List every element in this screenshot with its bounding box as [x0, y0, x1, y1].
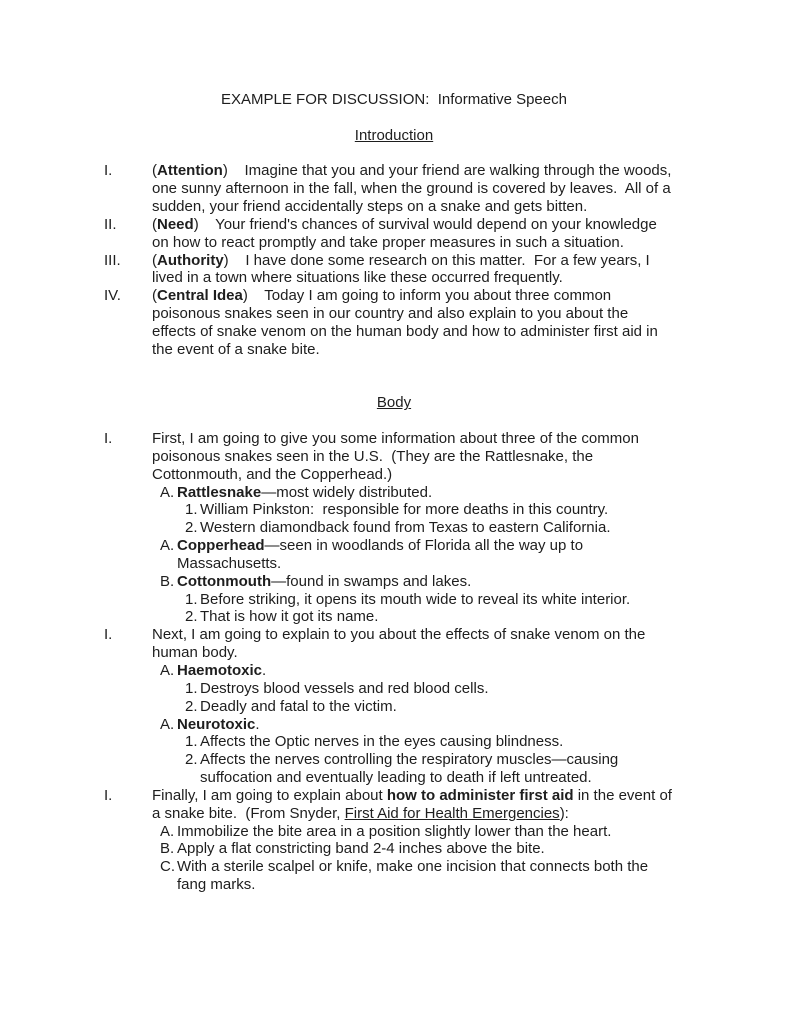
outline-item-text: [177, 662, 266, 679]
outline-item-marker: 2.: [185, 519, 198, 537]
text-segment: Deadly and fatal to the victim.: [200, 697, 397, 715]
text-segment: First Aid for Health Emergencies: [344, 804, 560, 822]
text-segment: Rattlesnake: [177, 483, 262, 501]
outline-item-marker: I.: [104, 786, 113, 804]
outline-item-text: [177, 858, 652, 893]
outline-item-marker: II.: [104, 215, 117, 233]
text-segment: Central Idea: [157, 287, 243, 305]
outline-item-marker: 1.: [185, 733, 198, 751]
outline-item: [160, 715, 676, 734]
outline-item-marker: 2.: [185, 751, 198, 769]
outline-item-text: [177, 840, 545, 857]
outline-item-text: [152, 430, 643, 483]
text-segment: —most widely distributed.: [261, 483, 433, 501]
outline-item-marker: 2.: [185, 697, 198, 715]
text-segment: Cottonmouth: [177, 572, 272, 590]
outline-item-text: [200, 751, 622, 786]
outline-item-marker: A.: [160, 537, 175, 555]
outline-item: [160, 840, 676, 858]
text-segment: That is how it got its name.: [200, 608, 379, 626]
text-segment: ) Imagine that you and your friend are walking through the woods, one sunny afternoon in the fall, when the ground is covered by leaves. All of a sudden, your friend accidentally steps on a snake and gets bitten.: [152, 162, 676, 216]
section-heading-introduction: [0, 127, 788, 145]
text-segment: Attention: [157, 162, 223, 180]
outline-item-marker: III.: [104, 251, 121, 269]
outline-item-text: [177, 823, 611, 840]
text-segment: Need: [157, 215, 194, 233]
outline-item: [160, 537, 676, 573]
outline-item: [185, 697, 676, 716]
text-segment: Affects the nerves controlling the respiratory muscles—causing suffocation and eventually leading to death if left untreated.: [200, 751, 623, 787]
section-heading-text: Introduction: [354, 126, 434, 144]
text-segment: (: [152, 215, 157, 233]
text-segment: With a sterile scalpel or knife, make one incision that connects both the fang marks.: [177, 858, 653, 894]
text-segment: —seen in woodlands of Florida all the way up to Massachusetts.: [177, 537, 588, 572]
outline-item-text: [200, 608, 378, 625]
text-segment: how to administer first aid: [386, 786, 574, 804]
outline-item: [185, 751, 676, 787]
outline-item-marker: I.: [104, 162, 113, 180]
outline-item-text: [200, 680, 489, 697]
text-segment: (: [152, 162, 157, 180]
outline-item: [160, 572, 676, 591]
outline-item-marker: IV.: [104, 287, 121, 305]
outline-item-marker: 1.: [185, 679, 198, 697]
outline-item-marker: 1.: [185, 501, 198, 519]
outline-item-text: [177, 484, 432, 501]
outline-item-text: [152, 252, 654, 287]
outline-item: [185, 501, 676, 519]
text-segment: Immobilize the bite area in a position slightly lower than the heart.: [177, 822, 612, 840]
text-segment: .: [262, 662, 267, 679]
outline-item-text: [152, 287, 662, 358]
outline-item-text: [152, 162, 676, 215]
text-segment: Haemotoxic: [177, 662, 263, 679]
text-segment: William Pinkston: responsible for more deaths in this country.: [200, 501, 609, 519]
text-segment: ) Today I am going to inform you about three common poisonous snakes seen in our country and also explain to you about the effects of snake venom on the human body and how to administer first aid in the event of a snake bite.: [152, 287, 663, 358]
text-segment: Finally, I am going to explain about: [152, 786, 387, 804]
outline-item-marker: B.: [160, 840, 175, 858]
outline-item: [185, 519, 676, 537]
outline-item: [104, 430, 676, 484]
text-segment: Neurotoxic: [177, 715, 256, 733]
outline-item: [104, 215, 676, 252]
document-content: [0, 127, 788, 894]
outline-item-text: [200, 698, 397, 715]
outline-item-text: [177, 716, 260, 733]
outline-item: [104, 251, 676, 288]
section-heading-body: [0, 394, 788, 412]
text-segment: Before striking, it opens its mouth wide to reveal its white interior.: [200, 590, 631, 608]
outline-item: [104, 287, 676, 358]
outline-item: [104, 162, 676, 216]
outline-item-marker: C.: [160, 858, 175, 876]
text-segment: ) I have done some research on this matter. For a few years, I lived in a town where situations like these occurred frequently.: [152, 251, 654, 287]
text-segment: Western diamondback found from Texas to eastern California.: [200, 519, 611, 537]
outline-item-marker: I.: [104, 430, 113, 448]
outline-item-marker: A.: [160, 822, 175, 840]
text-segment: .: [255, 715, 260, 733]
outline-item: [185, 590, 676, 609]
outline-item: [160, 662, 676, 680]
text-segment: in the event of a snake bite. (From Snyder,: [152, 786, 677, 822]
outline-item-text: [152, 787, 676, 822]
outline-item-marker: 1.: [185, 590, 198, 608]
outline-item-text: [152, 626, 650, 661]
outline-item: [160, 822, 676, 841]
outline-item-text: [177, 537, 587, 572]
outline-item: [185, 679, 676, 698]
outline-item: [104, 786, 677, 823]
outline-item-marker: I.: [104, 626, 113, 644]
text-segment: First, I am going to give you some information about three of the common poisonous snakes seen in the U.S. (They are the Rattlesnake, the Cottonmouth, and the Copperhead.): [152, 430, 644, 483]
outline-item-marker: A.: [160, 715, 175, 733]
text-segment: ) Your friend's chances of survival would depend on your knowledge on how to react promptly and take proper measures in such a situation.: [152, 215, 662, 251]
document-title: EXAMPLE FOR DISCUSSION: Informative Speech: [221, 91, 567, 108]
outline-item-text: [152, 216, 661, 251]
outline-item: [160, 483, 676, 502]
text-segment: Authority: [157, 251, 224, 269]
text-segment: Affects the Optic nerves in the eyes causing blindness.: [200, 733, 564, 751]
text-segment: ):: [559, 804, 569, 822]
text-segment: (: [152, 287, 157, 305]
section-heading-text: Body: [376, 394, 412, 412]
outline-item: [185, 608, 676, 626]
text-segment: Apply a flat constricting band 2-4 inches above the bite.: [177, 840, 545, 858]
text-segment: —found in swamps and lakes.: [271, 572, 472, 590]
outline-item-text: [177, 573, 471, 590]
text-segment: (: [152, 251, 157, 269]
outline-item-text: [200, 733, 563, 750]
outline-item-text: [200, 591, 630, 608]
outline-item: [160, 858, 676, 894]
text-segment: Copperhead: [177, 537, 265, 555]
text-segment: Next, I am going to explain to you about the effects of snake venom on the human body.: [152, 626, 650, 662]
outline-item: [104, 626, 676, 662]
outline-item-marker: A.: [160, 483, 175, 501]
outline-item-marker: 2.: [185, 608, 198, 626]
outline-item: [185, 733, 676, 751]
outline-item-text: [200, 501, 608, 518]
outline-item-text: [200, 519, 611, 536]
text-segment: Destroys blood vessels and red blood cells.: [200, 679, 489, 697]
outline-item-marker: A.: [160, 662, 175, 679]
outline-item-marker: B.: [160, 572, 175, 590]
